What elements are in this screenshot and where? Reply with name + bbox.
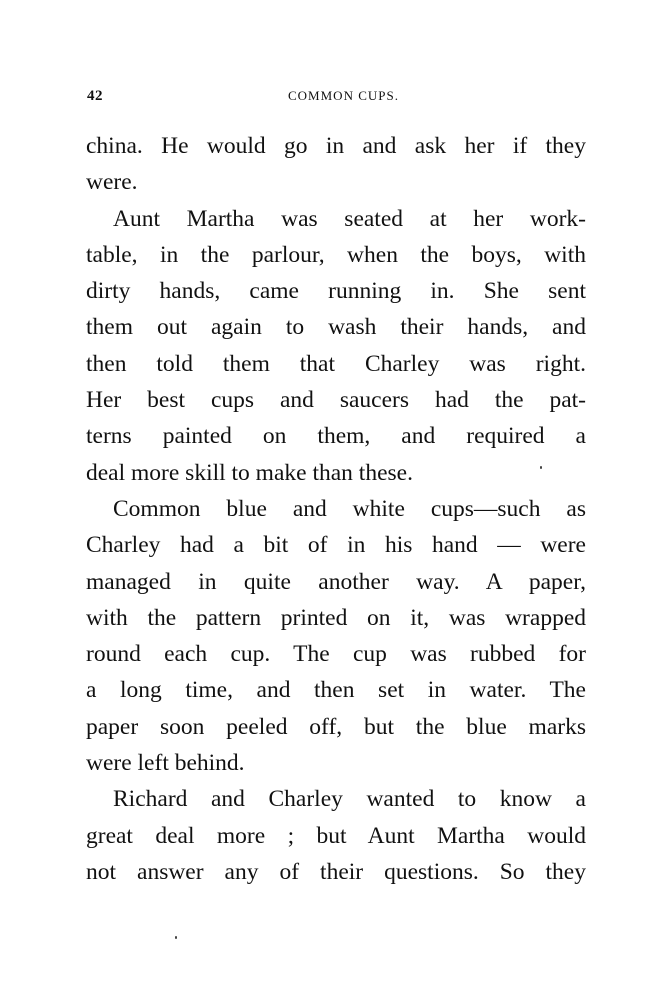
text-line: Aunt Martha was seated at her work- [113,205,586,232]
print-speck [540,466,542,469]
text-line: paper soon peeled off, but the blue marks [86,713,586,740]
text-line: dirty hands, came running in. She sent [86,278,586,305]
text-line: terns painted on them, and required a [86,423,586,450]
text-line: managed in quite another way. A paper, [86,568,586,595]
page-number: 42 [87,88,103,104]
page-header [87,88,586,108]
text-line: round each cup. The cup was rubbed for [86,641,586,668]
text-line: deal more skill to make than these. [86,459,413,486]
text-line: Common blue and white cups—such as [113,495,586,522]
text-line: them out again to wash their hands, and [86,314,586,341]
text-line: china. He would go in and ask her if they [86,133,586,159]
text-line: Her best cups and saucers had the pat- [86,387,586,414]
text-line: a long time, and then set in water. The [86,677,586,704]
text-line: then told them that Charley was right. [86,350,586,377]
running-title: COMMON CUPS. [288,88,399,103]
text-line: great deal more ; but Aunt Martha would [86,822,586,849]
text-line: were left behind. [86,750,245,777]
text-line: Charley had a bit of in his hand — were [86,532,586,559]
text-line: were. [86,169,138,196]
text-line: not answer any of their questions. So they [86,858,586,885]
print-speck [175,936,177,939]
text-line: Richard and Charley wanted to know a [113,786,586,813]
body-text [86,128,586,890]
text-line: with the pattern printed on it, was wrapped [86,604,586,631]
text-line: table, in the parlour, when the boys, with [86,241,586,268]
